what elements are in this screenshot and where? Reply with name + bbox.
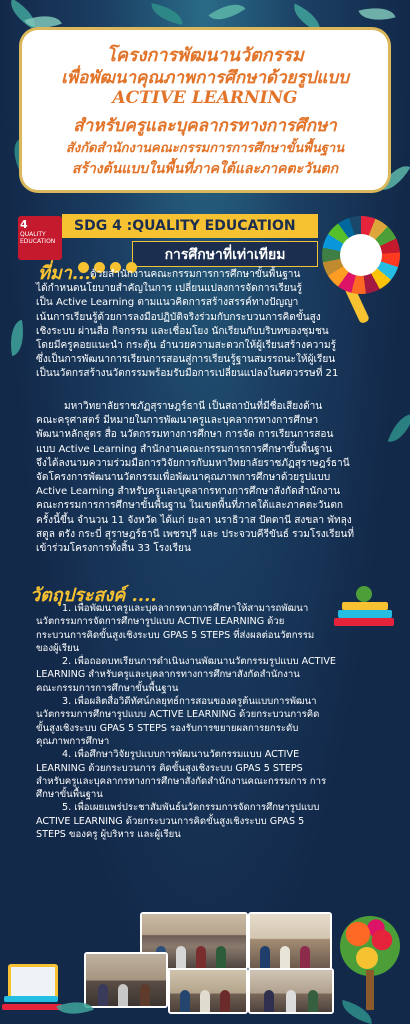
objective-line: 5. เพื่อเผยแพร่ประชาสัมพันธ์นวัตกรรมการจัดการศึกษารูปแบบ [62, 802, 320, 814]
objective-line: 1. เพื่อพัฒนาครูและบุคลากรทางการศึกษาให้สามารถพัฒนา [62, 603, 309, 614]
title-line-3: ACTIVE LEARNING [112, 88, 298, 108]
objective-line: สำหรับครูและบุคลากรทางการศึกษาสังกัดสำนักงานคณะกรรมการ การ [36, 775, 327, 787]
paragraph-line: แบบ Active Learning สำนักงานคณะกรรมการการศึกษาขั้นพื้นฐาน [36, 443, 333, 455]
paragraph-line: ได้กำหนดนโยบายสำคัญในการ เปลี่ยนแปลงการจัดการเรียนรู้ [36, 283, 303, 295]
sdg4-badge-text: QUALITY EDUCATION [20, 231, 56, 245]
paragraph-line: เป็นนวัตกรสร้างนวัตกรรมพร้อมรับมือการเปลี่ยนแปลงในศตวรรษที่ 21 [36, 368, 339, 380]
objectives-heading: วัตถุประสงค์ .... [30, 585, 157, 606]
paragraph-line: Active Learning สำหรับครูและบุคลากรทางการศึกษาสังกัดสำนักงาน [36, 486, 340, 498]
paragraph-line: ซึ่งเป็นการพัฒนาการเรียนการสอนสู่การเรียนรู้ฐานสมรรถนะให้ผู้เรียน [36, 354, 336, 366]
tree-illustration [340, 916, 400, 976]
objectives-list [36, 602, 388, 841]
objective-line: คณะกรรมการการศึกษาขั้นพื้นฐาน [36, 682, 179, 694]
workshop-photo-4 [168, 968, 248, 1014]
objective-line: LEARNING สำหรับครูและบุคลากรทางการศึกษาสังกัดสำนักงาน [36, 669, 300, 681]
objective-line: 2. เพื่อถอดบทเรียนการดำเนินงานพัฒนานวัตกรรมรูปแบบ ACTIVE [62, 656, 336, 668]
paragraph-line: โดยมีครูคอยแนะนำ กระตุ้น อำนวยความสะดวกให้ผู้เรียนสร้างความรู้ [36, 340, 337, 352]
objective-line: กระบวนการคิดขั้นสูงเชิงระบบ GPAS 5 STEPS ที่ส่งผลต่อนวัตกรรม [36, 629, 315, 641]
paragraph-line: คณะกรรมการการศึกษาขั้นพื้นฐาน ในเขตพื้นที่ภาคใต้และภาคตะวันตก [36, 500, 343, 512]
title-line-5: สังกัดสำนักงานคณะกรรมการการศึกษาขั้นพื้นฐาน [65, 141, 345, 156]
paragraph-line: จึงได้ลงนามความร่วมมือการวิจัยการกับมหาวิทยาลัยราชภัฏสุราษฎร์ธานี [36, 457, 350, 469]
paragraph-line: สตูล ตรัง กระบี่ สุราษฎร์ธานี เพชรบุรี และ ประจวบคีรีขันธ์ รวมโรงเรียนที่ [36, 528, 355, 540]
paragraph-line: เข้าร่วมโครงการทั้งสิ้น 33 โรงเรียน [36, 543, 191, 555]
title-line-2: เพื่อพัฒนาคุณภาพการศึกษาด้วยรูปแบบ [61, 68, 349, 88]
paragraph-line: พัฒนาหลักสูตร สื่อ นวัตกรรมทางการศึกษา การจัด การเรียนการสอน [36, 429, 334, 441]
sdg-banner-subtitle: การศึกษาที่เท่าเทียม [132, 241, 318, 267]
objective-line: STEPS ของครู ผู้บริหาร และผู้เรียน [36, 829, 181, 841]
paragraph-line: เน้นการเรียนรู้ด้วยการลงมือปฏิบัติจริงร่วมกับกระบวนการคิดขั้นสูง [36, 311, 321, 323]
paragraph-line: เชิงระบบ ผ่านสื่อ กิจกรรม และเชื่อมโยง นักเรียนกับบริบทของชุมชน [36, 325, 329, 337]
sdg4-badge [18, 216, 62, 260]
paragraph-line: เป็น Active Learning ตามแนวคิดการสร้างสรรค์ทางปัญญา [36, 297, 299, 309]
paragraph-line: ด้วยสำนักงานคณะกรรมการการศึกษาขั้นพื้นฐาน [90, 269, 301, 280]
objective-line: 3. เพื่อผลิตสื่อวิดีทัศน์กลยุทธ์การสอนของครูต้นแบบการพัฒนา [62, 696, 317, 708]
background-heading: ที่มา.... [38, 263, 97, 284]
paragraph-line: มหาวิทยาลัยราชภัฏสุราษฎร์ธานี เป็นสถาบันที่มีชื่อเสียงด้าน [64, 401, 323, 412]
paragraph-line: จัดโครงการพัฒนานวัตกรรมเพื่อพัฒนาคุณภาพการศึกษาด้วยรูปแบบ [36, 472, 331, 484]
objective-line: นวัตกรรมการจัดการศึกษารูปแบบ ACTIVE LEARNING ด้วย [36, 616, 285, 628]
background-paragraph-1 [36, 268, 384, 382]
paragraph-line: คณะครุศาสตร์ มีหมายในการพัฒนาครูและบุคลากรทางการศึกษา [36, 415, 319, 427]
objective-line: ขั้นสูงเชิงระบบ GPAS 5 STEPS รองรับการขยายผลการยกระดับ [36, 722, 299, 734]
workshop-photo-2 [248, 912, 332, 970]
sdg4-badge-number: 4 [20, 218, 28, 231]
workshop-photo-5 [248, 968, 334, 1014]
objective-line: LEARNING ด้วยกระบวนการ คิดขั้นสูงเชิงระบบ GPAS 5 STEPS [36, 762, 303, 774]
background-paragraph-2 [36, 400, 384, 556]
objective-line: ACTIVE LEARNING ด้วยกระบวนการคิดขั้นสูงเชิงระบบ GPAS 5 [36, 815, 305, 827]
tree-trunk [366, 970, 374, 1010]
objective-line: ศึกษาขั้นพื้นฐาน [36, 789, 103, 801]
sdg-banner-title: SDG 4 :QUALITY EDUCATION [62, 214, 318, 238]
title-line-4: สำหรับครูและบุคลากรทางการศึกษา [73, 116, 337, 136]
paragraph-line: ครั้งนี้ขึ้น จำนวน 11 จังหวัด ได้แก่ ยะลา นราธิวาส ปัตตานี สงขลา พัทลุง [36, 514, 352, 526]
workshop-photo-3 [84, 952, 168, 1008]
objective-line: นวัตกรรมการศึกษารูปแบบ ACTIVE LEARNING ด้วยกระบวนการคิด [36, 709, 320, 721]
title-card [22, 30, 388, 190]
objective-line: 4. เพื่อศึกษาวิจัยรูปแบบการพัฒนานวัตกรรมแบบ ACTIVE [62, 749, 300, 761]
laptop-illustration [4, 964, 60, 1010]
objective-line: ของผู้เรียน [36, 642, 80, 654]
title-line-1: โครงการพัฒนานวัตกรรม [106, 45, 304, 66]
objective-line: คุณภาพการศึกษา [36, 735, 110, 747]
title-line-6: สร้างต้นแบบในพื้นที่ภาคใต้และภาคตะวันตก [71, 161, 339, 177]
